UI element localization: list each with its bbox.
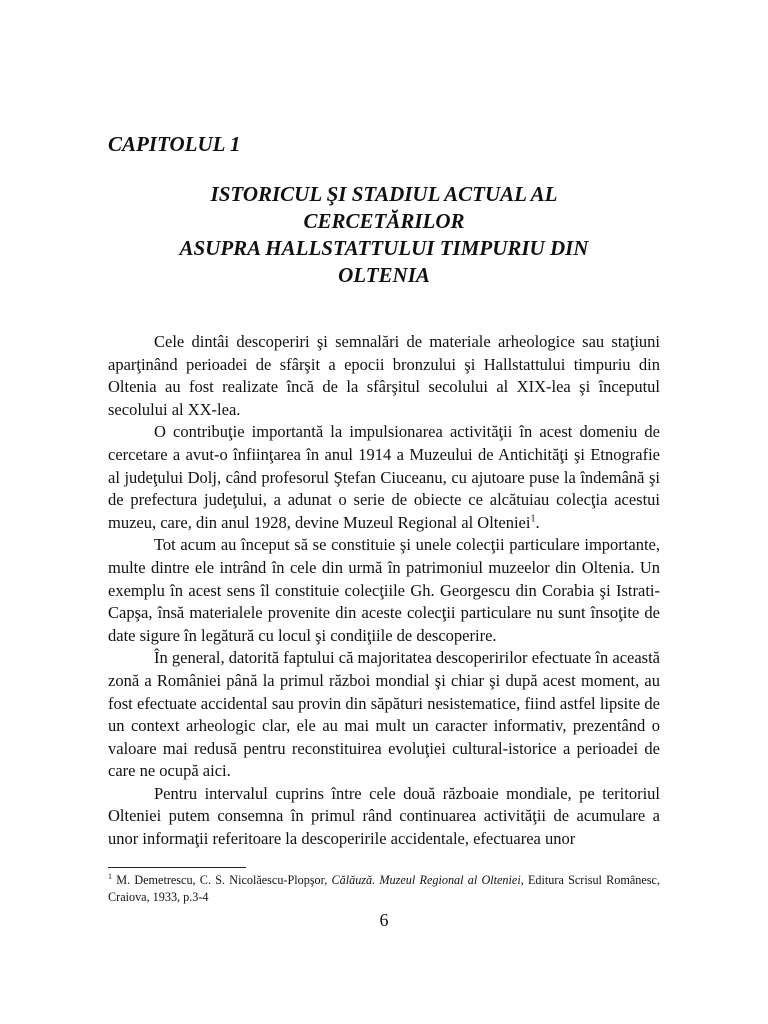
page-number: 6 [379, 910, 389, 930]
chapter-title-line: ASUPRA HALLSTATTULUI TIMPURIU DIN [179, 236, 589, 260]
chapter-title-line: ISTORICUL ŞI STADIUL ACTUAL AL [210, 182, 558, 206]
paragraph-text: Cele dintâi descoperiri şi semnalări de materiale arheologice sau staţiuni aparţinând perioadei de sfârşit a epocii bronzului şi Hallstattului timpuriu din Oltenia au fost realizate încă de la sfârşitul secolului al XIX-lea şi începutul secolului al XX-lea. [108, 332, 660, 419]
paragraph-text: O contribuţie importantă la impulsionarea activităţii în acest domeniu de cercetare a avut-o înfiinţarea în anul 1914 a Muzeului de Antichităţi şi Etnografie al judeţului Dolj, când profesorul Ştefan Ciuceanu, cu ajutoare puse la îndemână şi de prefectura judeţului, a adunat o serie de obiecte ce alcătuiau colecţia acestui muzeu, care, din anul 1928, devine Muzeul Regional al Olteniei [108, 422, 660, 532]
paragraph [108, 421, 660, 534]
paragraph [108, 783, 660, 851]
paragraph [108, 647, 660, 783]
body-text [108, 331, 660, 851]
footnote-author: M. Demetrescu, C. S. Nicolăescu-Plopşor, [112, 873, 332, 887]
chapter-title [108, 181, 660, 289]
paragraph-tail: . [535, 512, 540, 532]
footnote-number: 1 [108, 871, 112, 881]
paragraph [108, 534, 660, 647]
chapter-heading: CAPITOLUL 1 [108, 132, 241, 156]
chapter-title-line: CERCETĂRILOR [303, 209, 465, 233]
footnote [108, 872, 660, 906]
footnote-reference[interactable]: 1 [530, 513, 536, 525]
footnote-separator [108, 867, 246, 868]
paragraph-text: Pentru intervalul cuprins între cele două războaie mondiale, pe teritoriul Olteniei putem consemna în primul rând continuarea activităţii de acumulare a unor informaţii referitoare la descoperirile accidentale, efectuarea unor [108, 783, 660, 849]
chapter-title-line: OLTENIA [338, 263, 430, 287]
paragraph-text: Tot acum au început să se constituie şi unele colecţii particulare importante, multe dintre ele intrând în cele din urmă în patrimoniul muzeelor din Oltenia. Un exemplu în acest sens îl constituie colecţiile Gh. Georgescu din Corabia şi Istrati-Capşa, însă materialele provenite din aceste colecţii particulare nu sunt însoţite de date sigure în legătură cu locul şi condiţiile de descoperire. [108, 535, 660, 645]
paragraph-text: În general, datorită faptului că majoritatea descoperirilor efectuate în această zonă a României până la primul război mondial şi chiar şi după acest moment, au fost efectuate accidental sau provin din săpături nesistematice, fiind astfel lipsite de un context arheologic clar, ele au mai mult un caracter informativ, prezentând o valoare mai redusă pentru reconstituirea evoluţiei cultural-istorice a perioadei de care ne ocupă aici. [108, 648, 660, 781]
footnote-publication: , Editura Scrisul Românesc, Craiova, 1933, p.3-4 [108, 873, 660, 904]
footnote-work-title: Călăuză. Muzeul Regional al Olteniei [331, 873, 521, 887]
paragraph [108, 331, 660, 421]
